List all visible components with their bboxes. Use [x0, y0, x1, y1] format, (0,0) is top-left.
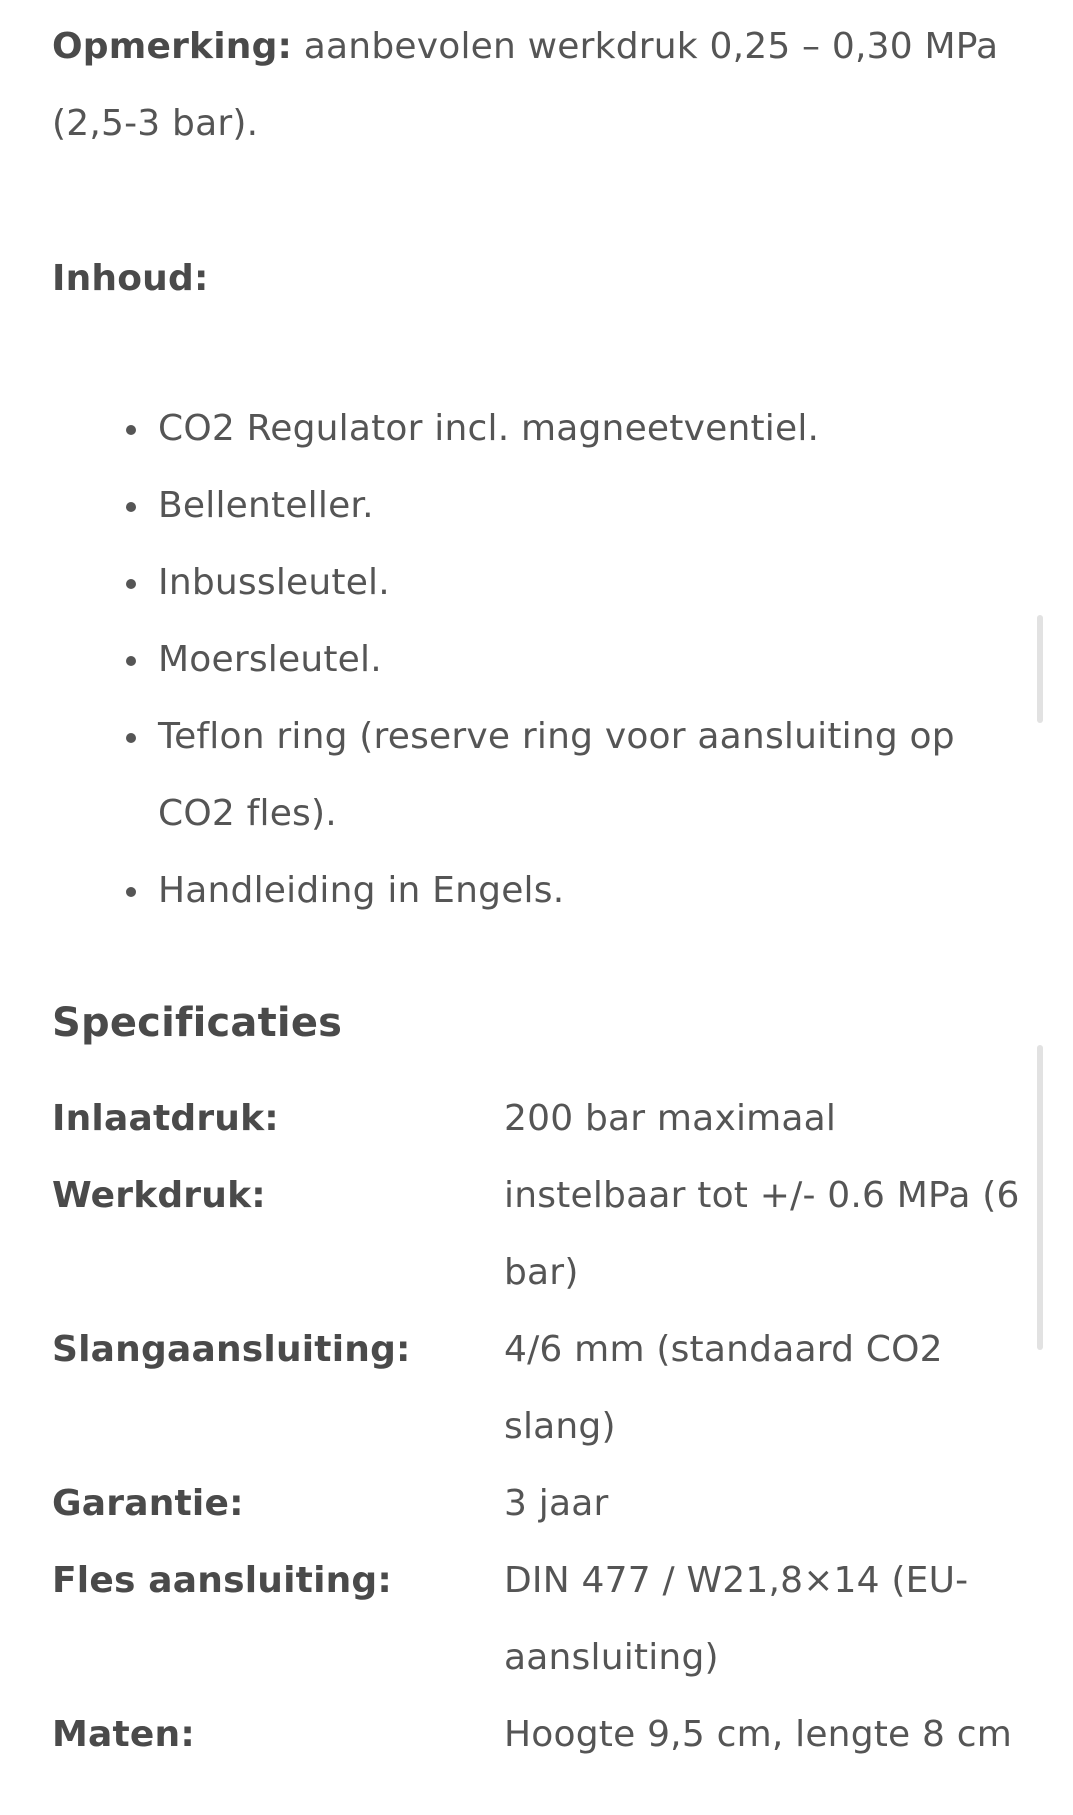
- spec-value: 3 jaar: [504, 1483, 609, 1524]
- list-item: Bellenteller.: [52, 467, 1012, 544]
- spec-value: Hoogte 9,5 cm, lengte 8 cm: [504, 1714, 1013, 1755]
- note-label: Opmerking:: [52, 26, 293, 67]
- scroll-indicator-bottom[interactable]: [1037, 1045, 1043, 1350]
- spec-value: 4/6 mm (standaard CO2 slang): [504, 1329, 943, 1447]
- inhoud-list: [52, 390, 1012, 929]
- specs-table: [52, 1080, 1032, 1773]
- spec-label: Slangaansluiting:: [52, 1329, 411, 1370]
- specificaties-heading: Specificaties: [52, 1000, 343, 1046]
- list-item: Handleiding in Engels.: [52, 852, 1012, 929]
- spec-value: DIN 477 / W21,8×14 (EU-aansluiting): [504, 1560, 969, 1678]
- spec-row: [52, 1080, 1032, 1157]
- spec-value: instelbaar tot +/- 0.6 MPa (6 bar): [504, 1175, 1020, 1293]
- spec-row: [52, 1465, 1032, 1542]
- spec-label: Werkdruk:: [52, 1175, 266, 1216]
- product-description: [52, 0, 1020, 1755]
- note-text: aanbevolen werkdruk 0,25 – 0,30 MPa (2,5-3 bar).: [52, 26, 999, 144]
- spec-label: Inlaatdruk:: [52, 1098, 279, 1139]
- list-item: Inbussleutel.: [52, 544, 1012, 621]
- spec-row: [52, 1311, 1032, 1465]
- spec-value: 200 bar maximaal: [504, 1098, 837, 1139]
- inhoud-heading: Inhoud:: [52, 258, 209, 299]
- spec-row: [52, 1157, 1032, 1311]
- list-item: CO2 Regulator incl. magneetventiel.: [52, 390, 1012, 467]
- spec-label: Garantie:: [52, 1483, 244, 1524]
- list-item: Moersleutel.: [52, 621, 1012, 698]
- spec-row: [52, 1696, 1032, 1773]
- spec-label: Fles aansluiting:: [52, 1560, 393, 1601]
- scroll-indicator-top[interactable]: [1037, 615, 1043, 723]
- note-paragraph: [52, 0, 1012, 162]
- spec-label: Maten:: [52, 1714, 195, 1755]
- list-item: Teflon ring (reserve ring voor aansluiting op CO2 fles).: [52, 698, 1012, 852]
- spec-row: [52, 1542, 1032, 1696]
